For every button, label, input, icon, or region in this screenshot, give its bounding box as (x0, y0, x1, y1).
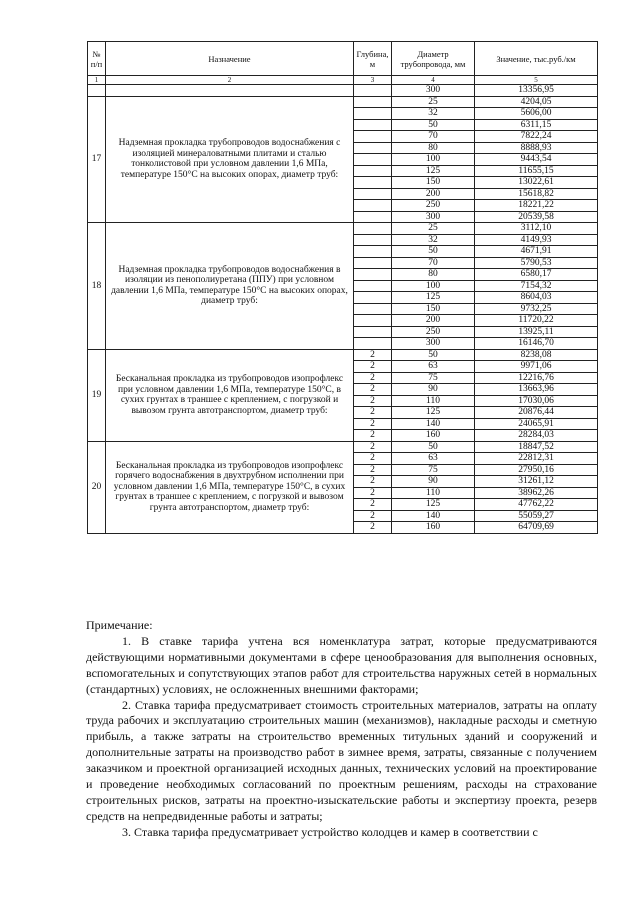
value-cell: 38962,26 (475, 487, 598, 499)
diameter-cell: 100 (392, 280, 475, 292)
value-cell: 7822,24 (475, 131, 598, 143)
diameter-cell: 50 (392, 441, 475, 453)
diameter-cell: 300 (392, 85, 475, 97)
depth-cell (354, 188, 392, 200)
diameter-cell: 90 (392, 384, 475, 396)
row-number-cell: 20 (88, 441, 106, 533)
value-cell: 4671,91 (475, 246, 598, 258)
value-cell: 31261,12 (475, 476, 598, 488)
diameter-cell: 75 (392, 464, 475, 476)
header-row (88, 42, 598, 76)
depth-cell (354, 200, 392, 212)
diameter-cell: 50 (392, 246, 475, 258)
diameter-cell: 125 (392, 499, 475, 511)
value-cell: 55059,27 (475, 510, 598, 522)
value-cell: 8604,03 (475, 292, 598, 304)
diameter-cell: 75 (392, 372, 475, 384)
notes-heading: Примечание: (86, 618, 153, 632)
value-cell: 28284,03 (475, 430, 598, 442)
header-value: Значение, тыс.руб./км (475, 42, 598, 76)
depth-cell: 2 (354, 487, 392, 499)
value-cell: 64709,69 (475, 522, 598, 534)
row-number-cell (88, 85, 106, 97)
depth-cell: 2 (354, 372, 392, 384)
purpose-cell: Бесканальная прокладка из трубопроводов изопрофлекс горячего водоснабжения в двухтрубном исполнении при условном давлении 1,6 МПа, температуре 150°С, в сухих грунтах в траншее с креплением, с погрузкой и вывозом грунта автотранспортом, диаметр труб: (106, 441, 354, 533)
header-purpose: Назначение (106, 42, 354, 76)
depth-cell (354, 211, 392, 223)
depth-cell (354, 292, 392, 304)
depth-cell (354, 315, 392, 327)
diameter-cell: 200 (392, 188, 475, 200)
value-cell: 13022,61 (475, 177, 598, 189)
depth-cell (354, 131, 392, 143)
diameter-cell: 140 (392, 510, 475, 522)
row-number-cell: 18 (88, 223, 106, 350)
purpose-cell: Бесканальная прокладка из трубопроводов изопрофлекс при условном давлении 1,6 МПа, температуре 150°С, в сухих грунтах в траншее с креплением, с погрузкой и вывозом грунта автотранспортом, диаметр труб: (106, 349, 354, 441)
depth-cell (354, 246, 392, 258)
depth-cell: 2 (354, 407, 392, 419)
diameter-cell: 125 (392, 292, 475, 304)
diameter-cell: 63 (392, 361, 475, 373)
value-cell: 9443,54 (475, 154, 598, 166)
tariff-table (87, 41, 598, 534)
value-cell: 9971,06 (475, 361, 598, 373)
column-number: 3 (354, 76, 392, 85)
value-cell: 3112,10 (475, 223, 598, 235)
diameter-cell: 160 (392, 522, 475, 534)
diameter-cell: 110 (392, 395, 475, 407)
depth-cell (354, 338, 392, 350)
diameter-cell: 25 (392, 96, 475, 108)
diameter-cell: 63 (392, 453, 475, 465)
value-cell: 8888,93 (475, 142, 598, 154)
depth-cell (354, 85, 392, 97)
depth-cell (354, 303, 392, 315)
table-row (88, 349, 598, 361)
depth-cell: 2 (354, 476, 392, 488)
diameter-cell: 80 (392, 269, 475, 281)
table-row (88, 441, 598, 453)
header-depth: Глубина, м (354, 42, 392, 76)
value-cell: 13356,95 (475, 85, 598, 97)
depth-cell (354, 223, 392, 235)
purpose-cell (106, 85, 354, 97)
value-cell: 17030,06 (475, 395, 598, 407)
notes-section (86, 618, 597, 841)
depth-cell: 2 (354, 430, 392, 442)
diameter-cell: 50 (392, 349, 475, 361)
note-item: 1. В ставке тарифа учтена вся номенклатура затрат, которые предусматриваются действующими нормативными документами в сфере ценообразования для выполнения основных, вспомогательных и сопутствующих этапов работ для строительства наружных сетей в нормальных (стандартных) условиях, не осложненных внешними факторами; (86, 633, 597, 696)
depth-cell (354, 142, 392, 154)
value-cell: 13663,96 (475, 384, 598, 396)
value-cell: 27950,16 (475, 464, 598, 476)
diameter-cell: 25 (392, 223, 475, 235)
value-cell: 47762,22 (475, 499, 598, 511)
depth-cell: 2 (354, 510, 392, 522)
value-cell: 5790,53 (475, 257, 598, 269)
row-number-cell: 19 (88, 349, 106, 441)
depth-cell (354, 96, 392, 108)
depth-cell: 2 (354, 418, 392, 430)
table-row (88, 96, 598, 108)
note-item: 3. Ставка тарифа предусматривает устройство колодцев и камер в соответствии с (122, 824, 538, 839)
value-cell: 4149,93 (475, 234, 598, 246)
value-cell: 6580,17 (475, 269, 598, 281)
depth-cell: 2 (354, 499, 392, 511)
note-item: 2. Ставка тарифа предусматривает стоимость строительных материалов, затраты на оплату труда рабочих и эксплуатацию строительных машин (механизмов), накладные расходы и сметную прибыль, а также затраты на строительство временных титульных зданий и сооружений и дополнительные затраты на производство работ в зимнее время, затраты, связанные с получением заказчиком и проектной организацией исходных данных, технических условий на проектирование и проведение необходимых согласований по проектным решениям, расходы на страхование строительных рисков, затраты на проектно-изыскательские работы и экспертизу проекта, резерв средств на непредвиденные работы и затраты; (86, 697, 597, 823)
value-cell: 20539,58 (475, 211, 598, 223)
diameter-cell: 300 (392, 211, 475, 223)
depth-cell: 2 (354, 522, 392, 534)
value-cell: 9732,25 (475, 303, 598, 315)
diameter-cell: 150 (392, 303, 475, 315)
value-cell: 11720,22 (475, 315, 598, 327)
diameter-cell: 32 (392, 108, 475, 120)
header-number: № п/п (88, 42, 106, 76)
depth-cell: 2 (354, 453, 392, 465)
depth-cell: 2 (354, 361, 392, 373)
diameter-cell: 70 (392, 257, 475, 269)
depth-cell (354, 108, 392, 120)
diameter-cell: 80 (392, 142, 475, 154)
depth-cell: 2 (354, 441, 392, 453)
table-row (88, 223, 598, 235)
value-cell: 15618,82 (475, 188, 598, 200)
table-row (88, 85, 598, 97)
value-cell: 5606,00 (475, 108, 598, 120)
column-number: 5 (475, 76, 598, 85)
diameter-cell: 250 (392, 200, 475, 212)
value-cell: 18221,22 (475, 200, 598, 212)
diameter-cell: 250 (392, 326, 475, 338)
column-number: 1 (88, 76, 106, 85)
value-cell: 20876,44 (475, 407, 598, 419)
column-number: 4 (392, 76, 475, 85)
diameter-cell: 100 (392, 154, 475, 166)
depth-cell (354, 154, 392, 166)
depth-cell (354, 177, 392, 189)
value-cell: 24065,91 (475, 418, 598, 430)
purpose-cell: Надземная прокладка трубопроводов водоснабжения с изоляцией минераловатными плитами и сталью тонколистовой при условном давлении 1,6 МПа, температуре 150°С на высоких опорах, диаметр труб: (106, 96, 354, 223)
diameter-cell: 125 (392, 165, 475, 177)
depth-cell (354, 257, 392, 269)
diameter-cell: 50 (392, 119, 475, 131)
depth-cell (354, 280, 392, 292)
value-cell: 13925,11 (475, 326, 598, 338)
diameter-cell: 160 (392, 430, 475, 442)
value-cell: 16146,70 (475, 338, 598, 350)
depth-cell: 2 (354, 464, 392, 476)
diameter-cell: 90 (392, 476, 475, 488)
depth-cell (354, 326, 392, 338)
purpose-cell: Надземная прокладка трубопроводов водоснабжения в изоляции из пенополиуретана (ППУ) при условном давлении 1,6 МПа, температуре 150°С на высоких опорах, диаметр труб: (106, 223, 354, 350)
depth-cell: 2 (354, 349, 392, 361)
column-number-row (88, 76, 598, 85)
depth-cell (354, 269, 392, 281)
value-cell: 11655,15 (475, 165, 598, 177)
diameter-cell: 110 (392, 487, 475, 499)
header-diameter: Диаметр трубопровода, мм (392, 42, 475, 76)
depth-cell (354, 165, 392, 177)
diameter-cell: 150 (392, 177, 475, 189)
value-cell: 4204,05 (475, 96, 598, 108)
depth-cell: 2 (354, 384, 392, 396)
diameter-cell: 200 (392, 315, 475, 327)
depth-cell (354, 234, 392, 246)
depth-cell (354, 119, 392, 131)
diameter-cell: 300 (392, 338, 475, 350)
row-number-cell: 17 (88, 96, 106, 223)
column-number: 2 (106, 76, 354, 85)
value-cell: 12216,76 (475, 372, 598, 384)
depth-cell: 2 (354, 395, 392, 407)
value-cell: 7154,32 (475, 280, 598, 292)
value-cell: 18847,52 (475, 441, 598, 453)
value-cell: 8238,08 (475, 349, 598, 361)
diameter-cell: 70 (392, 131, 475, 143)
diameter-cell: 32 (392, 234, 475, 246)
value-cell: 6311,15 (475, 119, 598, 131)
diameter-cell: 140 (392, 418, 475, 430)
diameter-cell: 125 (392, 407, 475, 419)
value-cell: 22812,31 (475, 453, 598, 465)
